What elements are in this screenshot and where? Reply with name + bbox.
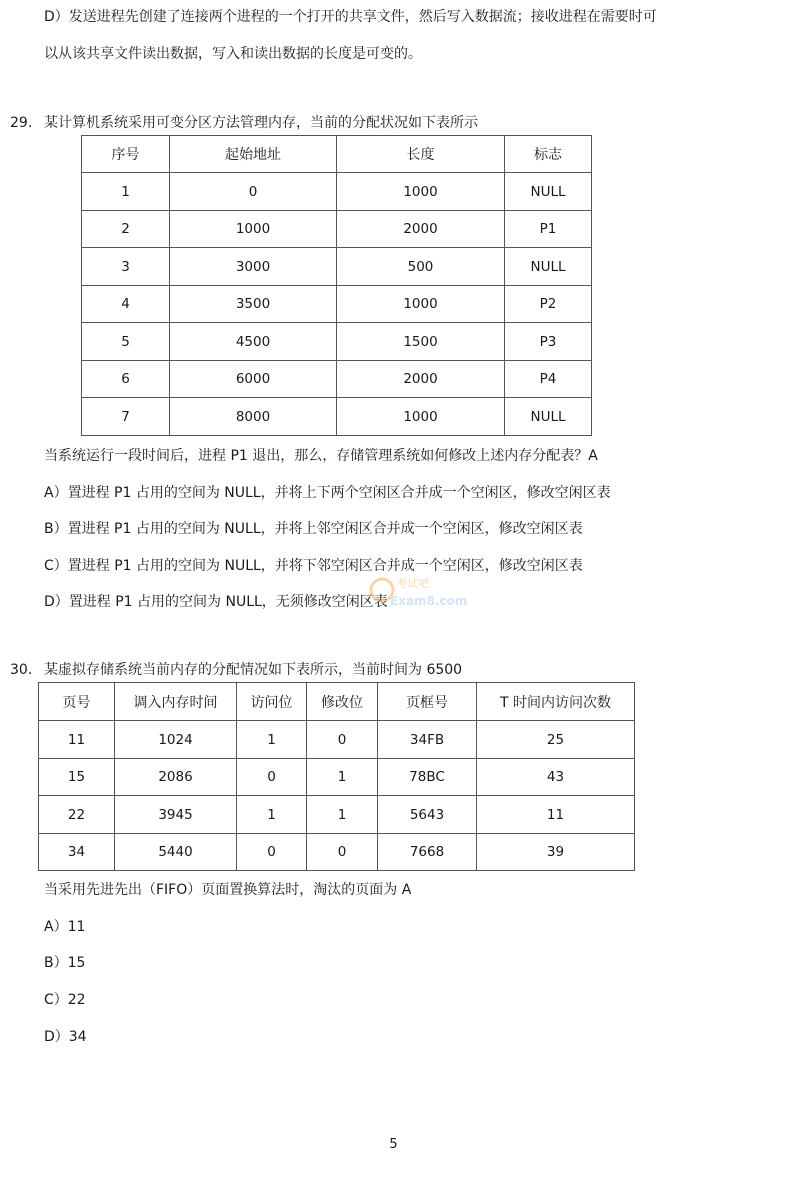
prev-option-d-line1: D）发送进程先创建了连接两个进程的一个打开的共享文件，然后写入数据流；接收进程在需要时可 <box>44 9 657 25</box>
table-cell: P3 <box>505 323 592 361</box>
table-cell: 22 <box>39 796 115 834</box>
table-cell: 3000 <box>170 248 337 286</box>
table-cell: 0 <box>237 759 307 796</box>
table-row <box>82 173 592 211</box>
table-cell: P4 <box>505 361 592 398</box>
table-cell: 0 <box>307 834 378 871</box>
watermark-line1: 考试吧 <box>396 577 429 590</box>
header-cell: 调入内存时间 <box>115 683 237 721</box>
question-30-option-c: C）22 <box>44 992 86 1008</box>
header-cell: 页号 <box>39 683 115 721</box>
table-cell: 7 <box>82 398 170 436</box>
watermark-line2: Exam8.com <box>390 594 468 608</box>
question-29-number: 29. <box>10 115 33 131</box>
page-number: 5 <box>389 1137 398 1152</box>
table-row <box>39 759 635 796</box>
question-30-question: 当采用先进先出（FIFO）页面置换算法时，淘汰的页面为 A <box>44 882 412 898</box>
table-cell: 39 <box>477 834 635 871</box>
table-cell: P1 <box>505 211 592 248</box>
header-cell: 标志 <box>505 136 592 173</box>
table-cell: 2000 <box>337 361 505 398</box>
header-cell: 序号 <box>82 136 170 173</box>
table-cell: 3500 <box>170 286 337 323</box>
question-30-option-d: D）34 <box>44 1029 87 1045</box>
table-cell: 1 <box>82 173 170 211</box>
memory-partition-table <box>81 135 592 436</box>
table-cell: 2 <box>82 211 170 248</box>
table-cell: 78BC <box>378 759 477 796</box>
header-cell: T 时间内访问次数 <box>477 683 635 721</box>
question-30-option-a: A）11 <box>44 919 86 935</box>
table-cell: 1000 <box>337 398 505 436</box>
table-cell: 34FB <box>378 721 477 759</box>
table-cell: 6000 <box>170 361 337 398</box>
page-allocation-table <box>38 682 635 871</box>
question-30-option-b: B）15 <box>44 955 86 971</box>
table-cell: 1000 <box>170 211 337 248</box>
table-row <box>82 398 592 436</box>
table-cell: 1000 <box>337 173 505 211</box>
header-cell: 长度 <box>337 136 505 173</box>
table-cell: 0 <box>307 721 378 759</box>
table-cell: 2086 <box>115 759 237 796</box>
table-cell: 2000 <box>337 211 505 248</box>
table-cell: 7668 <box>378 834 477 871</box>
table-cell: 5 <box>82 323 170 361</box>
table-cell: 1000 <box>337 286 505 323</box>
table-header-row <box>82 136 592 173</box>
table-cell: 1 <box>307 796 378 834</box>
table-row <box>82 286 592 323</box>
table-row <box>39 834 635 871</box>
table-cell: 4500 <box>170 323 337 361</box>
table-cell: NULL <box>505 248 592 286</box>
exam8-watermark-logo <box>368 572 468 612</box>
question-29-stem: 某计算机系统采用可变分区方法管理内存，当前的分配状况如下表所示 <box>44 115 478 131</box>
table-cell: 1 <box>237 796 307 834</box>
table-cell: 43 <box>477 759 635 796</box>
table-header-row <box>39 683 635 721</box>
table-cell: 25 <box>477 721 635 759</box>
table-cell: 1 <box>307 759 378 796</box>
table-cell: 5440 <box>115 834 237 871</box>
prev-option-d-line2: 以从该共享文件读出数据，写入和读出数据的长度是可变的。 <box>44 46 422 62</box>
table-row <box>82 248 592 286</box>
question-29-option-b: B）置进程 P1 占用的空间为 NULL，并将上邻空闲区合并成一个空闲区，修改空闲区表 <box>44 521 583 537</box>
header-cell: 起始地址 <box>170 136 337 173</box>
table-cell: 6 <box>82 361 170 398</box>
table-cell: 3945 <box>115 796 237 834</box>
table-cell: 8000 <box>170 398 337 436</box>
header-cell: 访问位 <box>237 683 307 721</box>
question-29-option-d: D）置进程 P1 占用的空间为 NULL，无须修改空闲区表 <box>44 594 388 610</box>
table-row <box>39 796 635 834</box>
question-30-stem: 某虚拟存储系统当前内存的分配情况如下表所示，当前时间为 6500 <box>44 662 463 678</box>
question-29-option-a: A）置进程 P1 占用的空间为 NULL，并将上下两个空闲区合并成一个空闲区，修改空闲区表 <box>44 485 611 501</box>
table-cell: 15 <box>39 759 115 796</box>
table-cell: 1024 <box>115 721 237 759</box>
table-cell: 5643 <box>378 796 477 834</box>
header-cell: 修改位 <box>307 683 378 721</box>
table-cell: 0 <box>170 173 337 211</box>
table-cell: 500 <box>337 248 505 286</box>
table-cell: 4 <box>82 286 170 323</box>
table-row <box>82 361 592 398</box>
table-cell: 3 <box>82 248 170 286</box>
question-30-number: 30. <box>10 662 33 678</box>
table-cell: 11 <box>477 796 635 834</box>
question-29-option-c: C）置进程 P1 占用的空间为 NULL，并将下邻空闲区合并成一个空闲区，修改空闲区表 <box>44 558 583 574</box>
table-row <box>82 323 592 361</box>
table-cell: P2 <box>505 286 592 323</box>
table-row <box>82 211 592 248</box>
header-cell: 页框号 <box>378 683 477 721</box>
table-cell: 11 <box>39 721 115 759</box>
question-29-question: 当系统运行一段时间后，进程 P1 退出，那么，存储管理系统如何修改上述内存分配表？A <box>44 448 598 464</box>
table-cell: 34 <box>39 834 115 871</box>
table-cell: NULL <box>505 173 592 211</box>
table-cell: 1 <box>237 721 307 759</box>
table-cell: NULL <box>505 398 592 436</box>
table-cell: 1500 <box>337 323 505 361</box>
table-row <box>39 721 635 759</box>
table-cell: 0 <box>237 834 307 871</box>
